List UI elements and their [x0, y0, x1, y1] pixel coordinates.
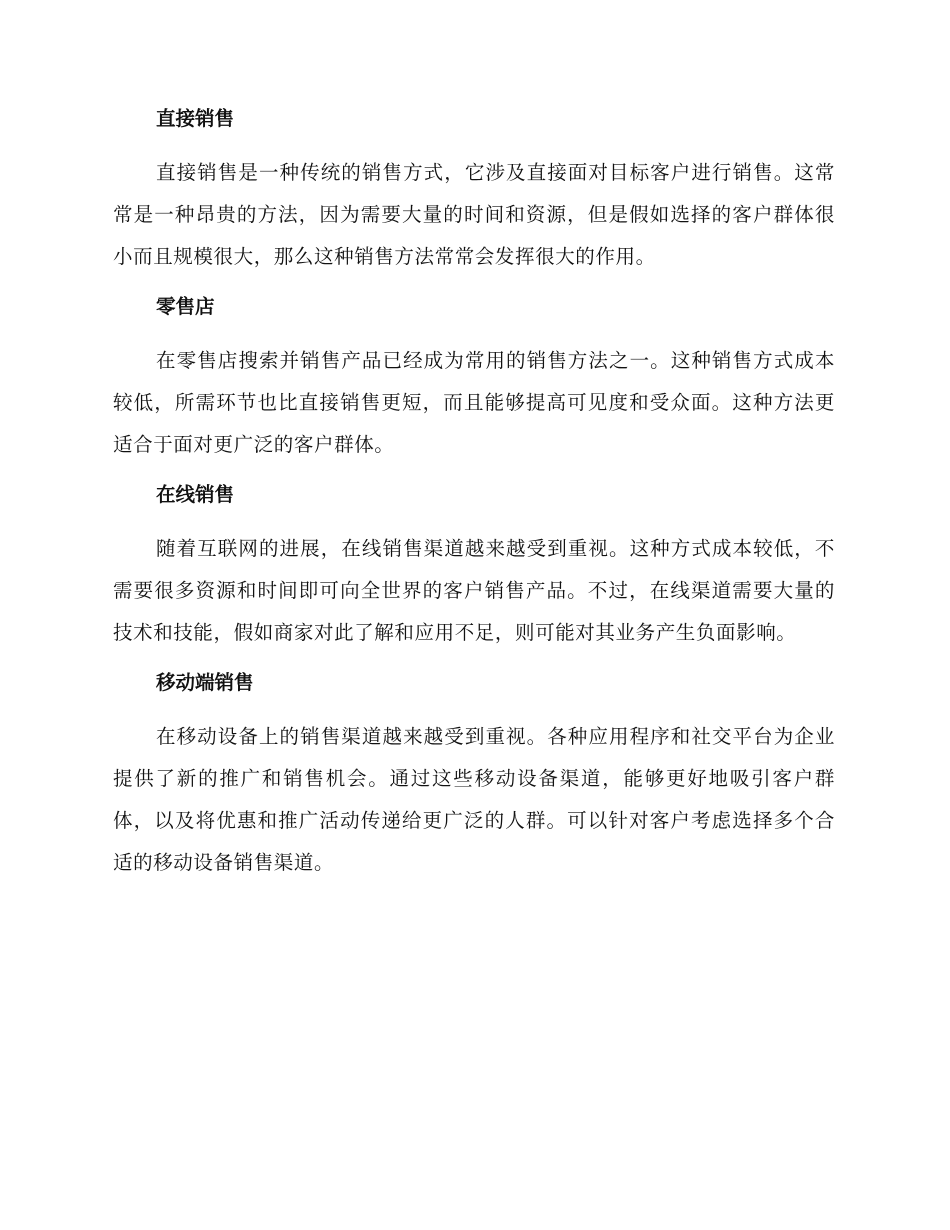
section-heading: 直接销售 — [156, 107, 235, 130]
section-direct-sales — [113, 104, 835, 278]
section-heading: 零售店 — [156, 295, 215, 318]
section-mobile-sales — [113, 668, 835, 884]
section-paragraph: 随着互联网的进展，在线销售渠道越来越受到重视。这种方式成本较低，不需要很多资源和时间即可向全世界的客户销售产品。不过，在线渠道需要大量的技术和技能，假如商家对此了解和应用不足，则可能对其业务产生负面影响。 — [113, 537, 835, 644]
section-online-sales — [113, 480, 835, 654]
section-paragraph: 在零售店搜索并销售产品已经成为常用的销售方法之一。这种销售方式成本较低，所需环节也比直接销售更短，而且能够提高可见度和受众面。这种方法更适合于面对更广泛的客户群体。 — [113, 349, 835, 456]
document-page — [113, 104, 835, 898]
section-heading: 在线销售 — [156, 483, 235, 506]
section-paragraph: 直接销售是一种传统的销售方式，它涉及直接面对目标客户进行销售。这常常是一种昂贵的方法，因为需要大量的时间和资源，但是假如选择的客户群体很小而且规模很大，那么这种销售方法常常会发挥很大的作用。 — [113, 161, 835, 268]
section-paragraph: 在移动设备上的销售渠道越来越受到重视。各种应用程序和社交平台为企业提供了新的推广和销售机会。通过这些移动设备渠道，能够更好地吸引客户群体，以及将优惠和推广活动传递给更广泛的人群。可以针对客户考虑选择多个合适的移动设备销售渠道。 — [113, 725, 835, 874]
section-retail-store — [113, 292, 835, 466]
section-heading: 移动端销售 — [156, 671, 254, 694]
